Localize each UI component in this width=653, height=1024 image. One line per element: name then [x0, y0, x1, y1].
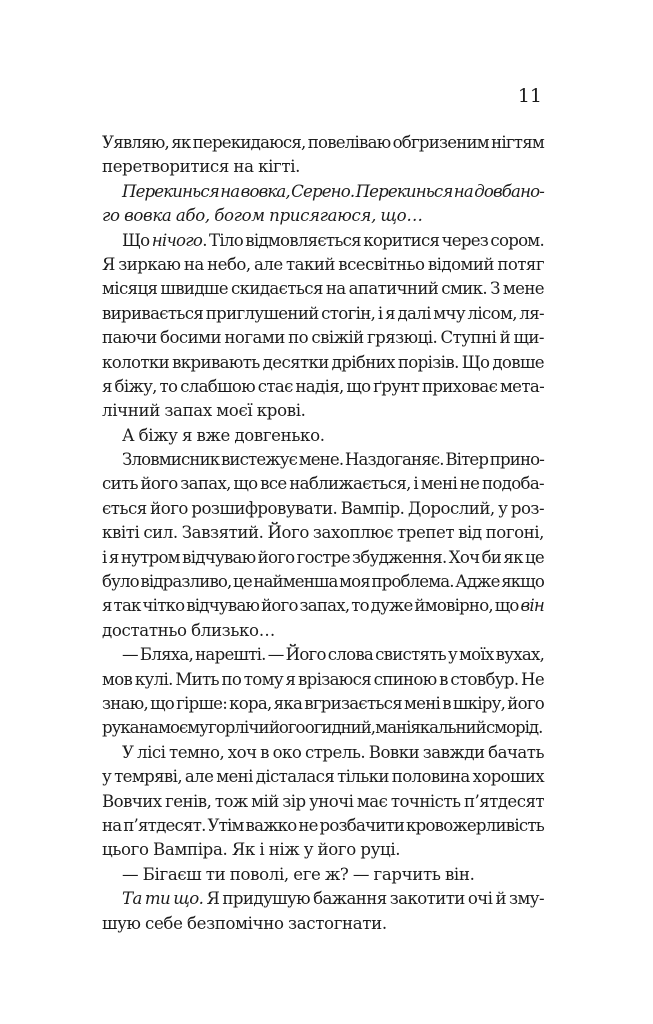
body-text	[102, 131, 544, 936]
text-segment: Вовчих генів, тож мій зір уночі має точність п’ятдесят	[102, 791, 544, 811]
text-line	[102, 863, 544, 887]
text-line	[102, 521, 544, 545]
text-line	[102, 716, 544, 740]
text-line	[102, 229, 544, 253]
text-segment: перетворитися на кігті.	[102, 157, 301, 177]
text-segment: колотки вкривають десятки дрібних порізів. Що довше	[102, 352, 544, 372]
italic-text-segment: нічого	[151, 230, 203, 250]
text-line	[102, 424, 544, 448]
text-line	[102, 887, 544, 911]
italic-text-segment: Та ти що.	[122, 889, 204, 909]
text-line	[102, 399, 544, 423]
text-segment: У лісі темно, хоч в око стрель. Вовки завжди бачать	[122, 742, 544, 762]
text-line	[102, 619, 544, 643]
text-segment: ється його розшифровувати. Вампір. Дорослий, у роз-	[102, 498, 545, 518]
text-line	[102, 497, 544, 521]
text-segment: Зловмисник вистежує мене. Наздоганяє. Вітер прино-	[122, 450, 544, 470]
text-line	[102, 546, 544, 570]
text-segment: А біжу я вже довгенько.	[122, 425, 325, 445]
text-segment: сить його запах, що все наближається, і мені не подоба-	[102, 474, 544, 494]
italic-text-segment: Перекинься на вовка, Серено. Перекинься на довбано-	[122, 181, 544, 201]
text-line	[102, 765, 544, 789]
page-number: 11	[517, 85, 542, 107]
text-line	[102, 180, 544, 204]
text-line	[102, 741, 544, 765]
text-line	[102, 838, 544, 862]
text-line	[102, 790, 544, 814]
text-segment: на п’ятдесят. Утім важко не розбачити кровожерливість	[102, 815, 544, 835]
text-segment: Я придушую бажання закотити очі й зму-	[203, 889, 545, 909]
italic-text-segment: го вовка або, богом присягаюся, що…	[102, 206, 423, 226]
text-line	[102, 594, 544, 618]
text-line	[102, 570, 544, 594]
text-line	[102, 351, 544, 375]
text-segment: лічний запах моєї крові.	[102, 401, 306, 421]
text-line	[102, 302, 544, 326]
text-segment: виривається приглушений стогін, і я далі мчу лісом, ля-	[102, 303, 544, 323]
text-segment: місяця швидше скидається на апатичний смик. З мене	[102, 279, 544, 299]
text-segment: було відразливо, це найменша моя проблема. Адже якщо	[102, 572, 544, 592]
text-segment: я так чітко відчуваю його запах, то дуже ймовірно, що	[102, 596, 521, 616]
text-line	[102, 326, 544, 350]
text-segment: я біжу, то слабшою стає надія, що ґрунт приховає мета-	[102, 376, 544, 396]
text-line	[102, 277, 544, 301]
text-segment: у темряві, але мені дісталася тільки половина хороших	[102, 767, 544, 787]
text-segment: Що	[122, 230, 152, 250]
text-line	[102, 643, 544, 667]
text-segment: і я нутром відчуваю його гостре збудження. Хоч би як це	[102, 547, 544, 567]
text-segment: мов кулі. Мить по тому я врізаюся спиною в стовбур. Не	[102, 669, 544, 689]
text-line	[102, 155, 544, 179]
text-line	[102, 253, 544, 277]
text-line	[102, 375, 544, 399]
text-segment: цього Вампіра. Як і ніж у його руці.	[102, 840, 401, 860]
text-segment: Я зиркаю на небо, але такий всесвітньо відомий потяг	[102, 254, 544, 274]
text-line	[102, 692, 544, 716]
text-line	[102, 912, 544, 936]
text-segment: Уявляю, як перекидаюся, повеліваю обгризеним нігтям	[102, 133, 544, 152]
text-segment: квіті сил. Завзятий. Його захоплює трепет від погоні,	[102, 523, 544, 543]
text-segment: достатньо близько…	[102, 620, 275, 640]
text-segment: шую себе безпомічно застогнати.	[102, 913, 387, 933]
text-segment: — Бігаєш ти поволі, еге ж? — гарчить він.	[122, 864, 475, 884]
text-segment: знаю, що гірше: кора, яка вгризається мені в шкіру, його	[102, 693, 544, 713]
text-segment: паючи босими ногами по свіжій грязюці. Ступні й щи-	[102, 328, 544, 348]
text-line	[102, 668, 544, 692]
text-line	[102, 472, 544, 496]
text-segment: рука на моєму горлі чи його огидний, маніякальний сморід.	[102, 718, 543, 738]
text-line	[102, 204, 544, 228]
text-line	[102, 448, 544, 472]
text-segment: — Бляха, нарешті. — Його слова свистять у моїх вухах,	[122, 645, 545, 665]
text-line	[102, 814, 544, 838]
italic-text-segment: він	[520, 596, 544, 616]
text-segment: . Тіло відмовляється коритися через сором.	[202, 230, 544, 250]
text-line	[102, 131, 544, 155]
